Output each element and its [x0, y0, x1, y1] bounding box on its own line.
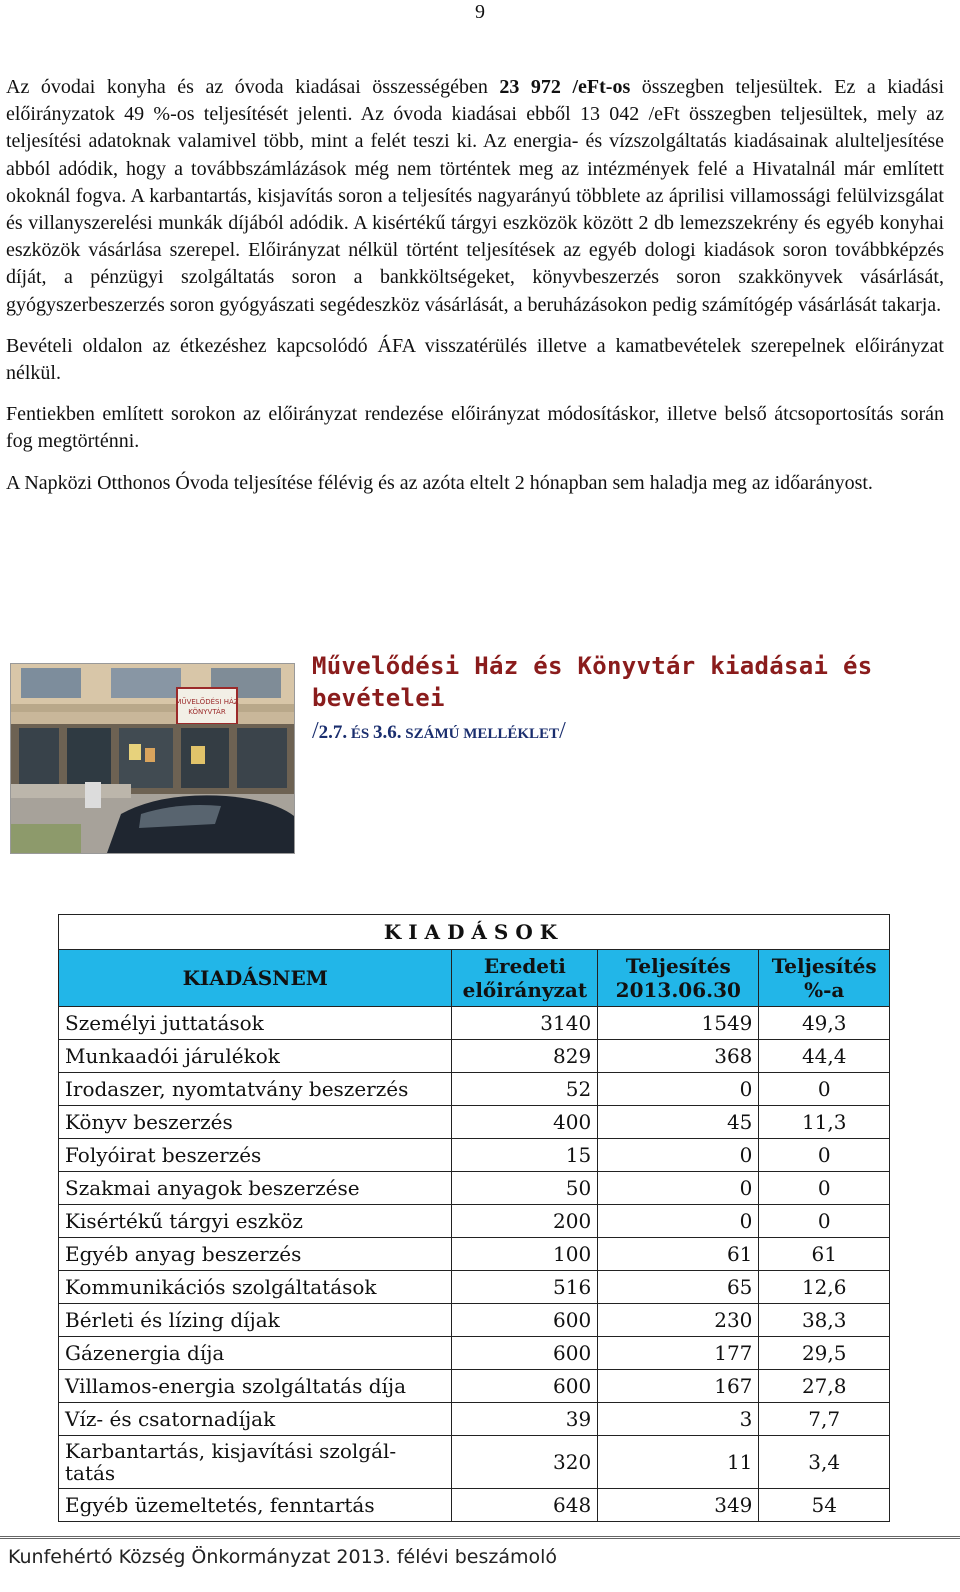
- row-name: Egyéb anyag beszerzés: [59, 1238, 452, 1271]
- row-name: Villamos-energia szolgáltatás díja: [59, 1370, 452, 1403]
- row-name: Víz- és csatornadíjak: [59, 1403, 452, 1436]
- ref-slash: /: [312, 718, 319, 744]
- row-pct: 12,6: [759, 1271, 890, 1304]
- highlight-amount: 23 972 /eFt-os: [499, 76, 631, 98]
- table-row: [59, 1139, 890, 1172]
- row-teljesites: 3: [598, 1403, 759, 1436]
- table-row: [59, 1436, 890, 1489]
- paragraph-regroup: Fentiekben említett sorokon az előirányzat rendezése előirányzat módosításkor, illetve belső átcsoportosítás során fog megtörténni.: [6, 403, 944, 453]
- row-eredeti: 15: [452, 1139, 598, 1172]
- row-teljesites: 0: [598, 1205, 759, 1238]
- row-pct: 3,4: [759, 1436, 890, 1489]
- header-kiadasnem: KIADÁSNEM: [59, 950, 452, 1007]
- row-eredeti: 516: [452, 1271, 598, 1304]
- row-name: Irodaszer, nyomtatvány beszerzés: [59, 1073, 452, 1106]
- section-title: Művelődési Ház és Könyvtár kiadásai és bevételei: [312, 652, 873, 712]
- table-caption: KIADÁSOK: [59, 915, 890, 950]
- row-teljesites: 0: [598, 1139, 759, 1172]
- paragraph-text: összegben teljesültek. Ez a kiadási előirányzatok 49 %-os teljesítését jelenti. Az óvoda kiadásai ebből 13 042 /eFt összegben teljesültek, mely az teljesítési adatoknak valamivel több, mint a felét teszi ki. Az energia- és vízszolgáltatás kiadásainak alulteljesítése abból adódik, hogy a továbbszámlázások még nem történtek meg az intézmények felé a Hivatalnál már említett okoknál fogva. A karbantartás, kisjavítás soron a teljesítés nagyarányú többlete az áprilisi villamossági felülvizsgálat és villanyszerelési munkák díjából adódik. A kisértékű tárgyi eszközök között 2 db lemezszekrény és egyéb konyhai eszközök vásárlása szerepel. Előirányzat nélkül történt teljesítések az egyéb dologi kiadások soron továbbképzés díját, a pénzügyi szolgáltatás soron a bankköltségeket, könyvbeszerzés soron szakkönyvek vásárlását, gyógyszerbeszerzés soron gyógyászati segédeszköz vásárlását, a beruházásokon pedig számítógép vásárlását takarja.: [6, 76, 945, 316]
- row-eredeti: 3140: [452, 1007, 598, 1040]
- row-eredeti: 200: [452, 1205, 598, 1238]
- row-name: Egyéb üzemeltetés, fenntartás: [59, 1489, 452, 1522]
- row-name: Könyv beszerzés: [59, 1106, 452, 1139]
- page-number: 9: [475, 1, 485, 23]
- row-name: Kisértékű tárgyi eszköz: [59, 1205, 452, 1238]
- table-row: [59, 1007, 890, 1040]
- building-photo: [10, 663, 295, 854]
- section-reference: [312, 718, 566, 745]
- row-eredeti: 648: [452, 1489, 598, 1522]
- table-row: [59, 1304, 890, 1337]
- row-teljesites: 11: [598, 1436, 759, 1489]
- paragraph-kitchen-expenses: [6, 74, 944, 319]
- paragraph-revenue: Bevételi oldalon az étkezéshez kapcsolódó ÁFA visszatérülés illetve a kamatbevételek szerepelnek előirányzat nélkül.: [6, 334, 944, 385]
- ref-text: SZÁMÚ MELLÉKLET: [401, 726, 560, 742]
- row-pct: 0: [759, 1073, 890, 1106]
- row-name: Szakmai anyagok beszerzése: [59, 1172, 452, 1205]
- row-teljesites: 0: [598, 1172, 759, 1205]
- row-eredeti: 100: [452, 1238, 598, 1271]
- row-teljesites: 349: [598, 1489, 759, 1522]
- row-pct: 27,8: [759, 1370, 890, 1403]
- header-line: előirányzat: [462, 978, 588, 1002]
- row-name: Személyi juttatások: [59, 1007, 452, 1040]
- row-name: Bérleti és lízing díjak: [59, 1304, 452, 1337]
- header-eredeti: [452, 950, 598, 1007]
- table-row: [59, 1205, 890, 1238]
- row-teljesites: 45: [598, 1106, 759, 1139]
- table-row: [59, 1106, 890, 1139]
- row-pct: 0: [759, 1172, 890, 1205]
- row-pct: 44,4: [759, 1040, 890, 1073]
- row-pct: 61: [759, 1238, 890, 1271]
- ref-number: 2.7.: [318, 722, 348, 743]
- row-name: [59, 1436, 452, 1489]
- header-teljesites: [598, 950, 759, 1007]
- row-eredeti: 600: [452, 1370, 598, 1403]
- row-eredeti: 52: [452, 1073, 598, 1106]
- row-name: Gázenergia díja: [59, 1337, 452, 1370]
- row-pct: 7,7: [759, 1403, 890, 1436]
- paragraph-text: Az óvodai konyha és az óvoda kiadásai összességében: [6, 76, 500, 98]
- row-name-line: tatás: [65, 1461, 116, 1485]
- row-eredeti: 50: [452, 1172, 598, 1205]
- row-teljesites: 1549: [598, 1007, 759, 1040]
- table-row: [59, 1172, 890, 1205]
- row-teljesites: 230: [598, 1304, 759, 1337]
- paragraph-nursery: A Napközi Otthonos Óvoda teljesítése félévig és az azóta eltelt 2 hónapban sem haladja meg az időarányost.: [6, 471, 873, 494]
- row-eredeti: 600: [452, 1304, 598, 1337]
- header-teljesites-pct: [759, 950, 890, 1007]
- row-name-line: Karbantartás, kisjavítási szolgál-: [65, 1439, 397, 1463]
- row-eredeti: 600: [452, 1337, 598, 1370]
- row-name: Folyóirat beszerzés: [59, 1139, 452, 1172]
- ref-number: 3.6.: [373, 722, 402, 743]
- row-teljesites: 65: [598, 1271, 759, 1304]
- table-row: [59, 1370, 890, 1403]
- footer-text: Kunfehértó Község Önkormányzat 2013. félévi beszámoló: [8, 1546, 558, 1568]
- table-row: [59, 1489, 890, 1522]
- header-line: 2013.06.30: [615, 978, 741, 1002]
- row-teljesites: 177: [598, 1337, 759, 1370]
- svg-text:KÖNYVTÁR: KÖNYVTÁR: [188, 708, 226, 716]
- row-pct: 11,3: [759, 1106, 890, 1139]
- row-teljesites: 167: [598, 1370, 759, 1403]
- row-pct: 49,3: [759, 1007, 890, 1040]
- expenses-table: [58, 914, 890, 1522]
- table-row: [59, 1271, 890, 1304]
- row-pct: 29,5: [759, 1337, 890, 1370]
- header-line: Eredeti: [483, 954, 566, 978]
- table-row: [59, 1040, 890, 1073]
- table-row: [59, 1403, 890, 1436]
- row-eredeti: 829: [452, 1040, 598, 1073]
- header-line: %-a: [804, 978, 845, 1002]
- body-text: [6, 74, 944, 511]
- row-teljesites: 0: [598, 1073, 759, 1106]
- svg-text:MŰVELŐDÉSI HÁZ: MŰVELŐDÉSI HÁZ: [175, 698, 239, 706]
- ref-slash: /: [559, 718, 566, 744]
- row-teljesites: 61: [598, 1238, 759, 1271]
- row-name: Kommunikációs szolgáltatások: [59, 1271, 452, 1304]
- footer-divider: [0, 1536, 960, 1539]
- header-line: Teljesítés: [771, 954, 877, 978]
- row-pct: 54: [759, 1489, 890, 1522]
- table-row: [59, 1073, 890, 1106]
- row-eredeti: 320: [452, 1436, 598, 1489]
- table-row: [59, 1337, 890, 1370]
- row-teljesites: 368: [598, 1040, 759, 1073]
- row-eredeti: 400: [452, 1106, 598, 1139]
- table-row: [59, 1238, 890, 1271]
- header-line: Teljesítés: [625, 954, 731, 978]
- row-eredeti: 39: [452, 1403, 598, 1436]
- row-pct: 0: [759, 1139, 890, 1172]
- row-name: Munkaadói járulékok: [59, 1040, 452, 1073]
- row-pct: 38,3: [759, 1304, 890, 1337]
- ref-connector: ÉS: [347, 726, 374, 742]
- row-pct: 0: [759, 1205, 890, 1238]
